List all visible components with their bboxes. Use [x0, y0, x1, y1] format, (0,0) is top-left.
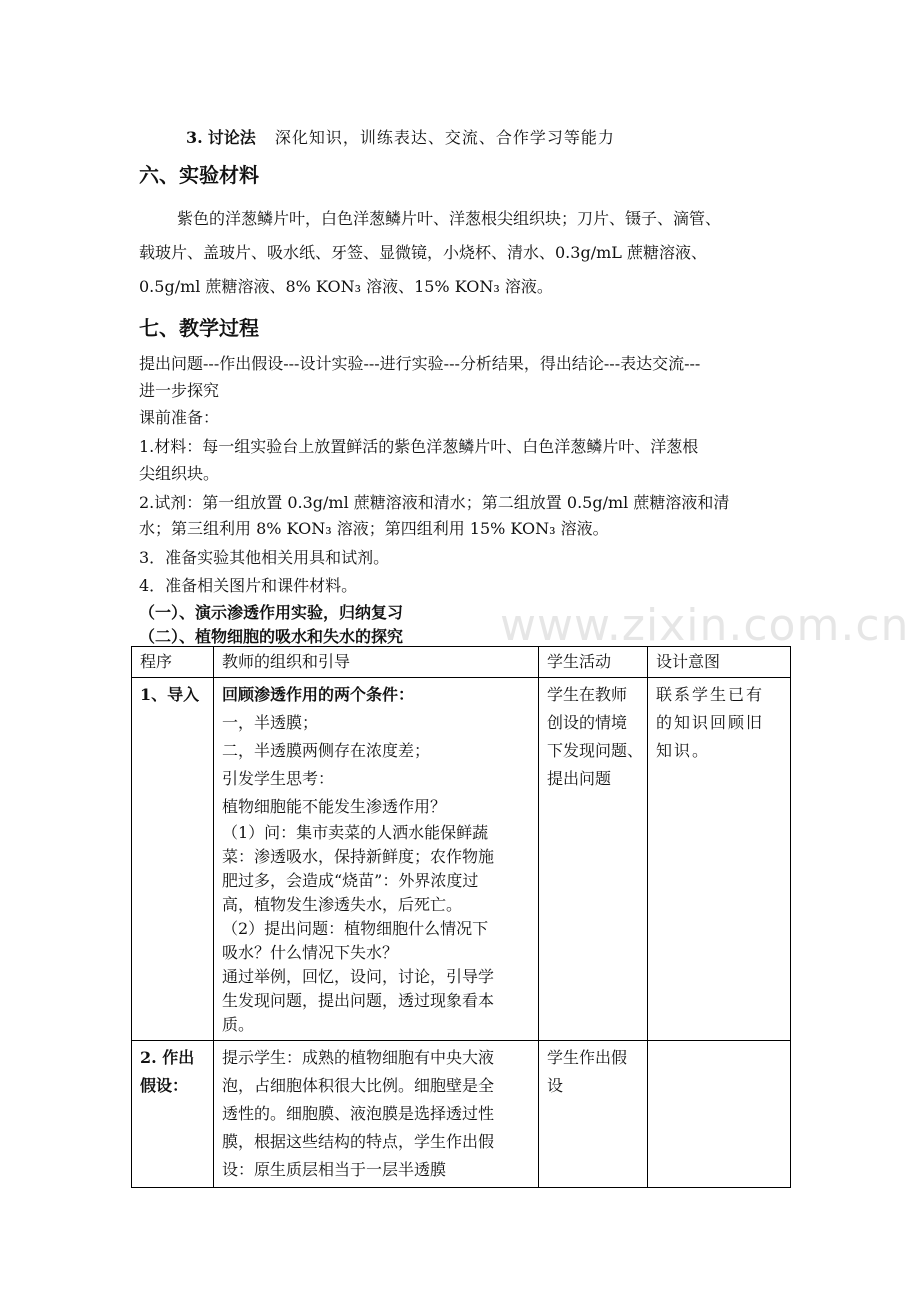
process-line-1: 提出问题---作出假设---设计实验---进行实验---分析结果，得出结论---表达交流---	[139, 354, 701, 373]
intent-intro-line: 知识。	[656, 741, 711, 760]
prep-item-4: 4．准备相关图片和课件材料。	[139, 576, 358, 595]
student-hypothesis-line: 设	[547, 1076, 564, 1095]
header-guide: 教师的组织和引导	[214, 647, 539, 678]
table-row	[132, 1041, 791, 1188]
student-hypothesis-line: 学生作出假	[547, 1048, 628, 1067]
header-student: 学生活动	[539, 647, 648, 678]
subsection-two: （二）、植物细胞的吸水和失水的探究	[139, 627, 404, 646]
guide-intro-line: 吸水？什么情况下失水？	[222, 943, 399, 962]
prep-materials-1: 1.材料：每一组实验台上放置鲜活的紫色洋葱鳞片叶、白色洋葱鳞片叶、洋葱根	[139, 437, 699, 456]
guide-intro-cell	[214, 678, 539, 1041]
guide-hypothesis-line: 提示学生：成熟的植物细胞有中央大液	[222, 1048, 495, 1067]
method-discussion	[186, 125, 615, 148]
guide-intro-line: 高，植物发生渗透失水，后死亡。	[222, 895, 463, 914]
process-line-2: 进一步探究	[139, 381, 220, 400]
guide-intro-line: 一，半透膜；	[222, 713, 319, 732]
section-six-heading: 六、实验材料	[139, 163, 259, 187]
guide-intro-line: 菜：渗透吸水，保持新鲜度；农作物施	[222, 847, 495, 866]
intent-intro-line: 联系学生已有	[656, 685, 765, 704]
guide-intro-line: 肥过多，会造成“烧苗”：外界浓度过	[222, 871, 479, 890]
guide-intro-line: 生发现问题，提出问题，透过现象看本	[222, 991, 495, 1010]
prep-materials-2: 尖组织块。	[139, 464, 220, 483]
guide-intro-line: （1）问：集市卖菜的人洒水能保鲜蔬	[222, 823, 489, 842]
subsection-one: （一）、演示渗透作用实验，归纳复习	[139, 603, 404, 622]
guide-intro-line: 植物细胞能不能发生渗透作用？	[222, 797, 447, 816]
prep-title: 课前准备：	[139, 408, 220, 427]
method-text: 深化知识，训练表达、交流、合作学习等能力	[274, 128, 615, 147]
table-row	[132, 678, 791, 1041]
materials-line-1: 紫色的洋葱鳞片叶，白色洋葱鳞片叶、洋葱根尖组织块；刀片、镊子、滴管、	[177, 209, 722, 228]
materials-line-2: 载玻片、盖玻片、吸水纸、牙签、显微镜，小烧杯、清水、0.3g/mL 蔗糖溶液、	[139, 243, 707, 262]
header-step: 程序	[132, 647, 214, 678]
intent-intro-line: 的知识回顾旧	[656, 713, 765, 732]
student-intro-line: 创设的情境	[547, 713, 628, 732]
header-intent: 设计意图	[648, 647, 791, 678]
student-intro-cell	[539, 678, 648, 1041]
guide-hypothesis-line: 膜，根据这些结构的特点，学生作出假	[222, 1132, 495, 1151]
method-number: 3.	[186, 128, 203, 147]
step-hypothesis-cell	[132, 1041, 214, 1188]
intent-hypothesis-cell	[648, 1041, 791, 1188]
guide-hypothesis-line: 泡，占细胞体积很大比例。细胞壁是全	[222, 1076, 495, 1095]
section-seven-heading: 七、教学过程	[139, 316, 259, 340]
teaching-process-table	[131, 646, 791, 1188]
prep-reagents-2: 水；第三组利用 8% KON₃ 溶液；第四组利用 15% KON₃ 溶液。	[139, 519, 609, 538]
step-hypothesis-line: 2. 作出	[140, 1048, 195, 1067]
guide-intro-line: 二，半透膜两侧存在浓度差；	[222, 741, 431, 760]
guide-hypothesis-cell	[214, 1041, 539, 1188]
intent-intro-cell	[648, 678, 791, 1041]
student-intro-line: 提出问题	[547, 769, 612, 788]
guide-intro-line: 质。	[222, 1015, 255, 1034]
prep-item-3: 3．准备实验其他相关用具和试剂。	[139, 548, 390, 567]
guide-intro-line: 引发学生思考：	[222, 769, 335, 788]
watermark: www.zixin.com.cn	[500, 600, 910, 651]
method-label: 讨论法	[207, 128, 256, 147]
guide-hypothesis-line: 设：原生质层相当于一层半透膜	[222, 1160, 447, 1179]
guide-intro-line: （2）提出问题：植物细胞什么情况下	[222, 919, 489, 938]
step-intro: 1、导入	[132, 678, 214, 1041]
guide-intro-line: 通过举例，回忆，设问，讨论，引导学	[222, 967, 495, 986]
guide-hypothesis-line: 透性的。细胞膜、液泡膜是选择透过性	[222, 1104, 495, 1123]
materials-line-3: 0.5g/ml 蔗糖溶液、8% KON₃ 溶液、15% KON₃ 溶液。	[139, 277, 553, 296]
student-hypothesis-cell	[539, 1041, 648, 1188]
student-intro-line: 学生在教师	[547, 685, 628, 704]
guide-intro-title: 回顾渗透作用的两个条件：	[222, 685, 415, 704]
table-header-row	[132, 647, 791, 678]
step-hypothesis-line: 假设：	[140, 1076, 189, 1095]
prep-reagents-1: 2.试剂：第一组放置 0.3g/ml 蔗糖溶液和清水；第二组放置 0.5g/ml 蔗糖溶液和清	[139, 493, 730, 512]
student-intro-line: 下发现问题、	[547, 741, 644, 760]
